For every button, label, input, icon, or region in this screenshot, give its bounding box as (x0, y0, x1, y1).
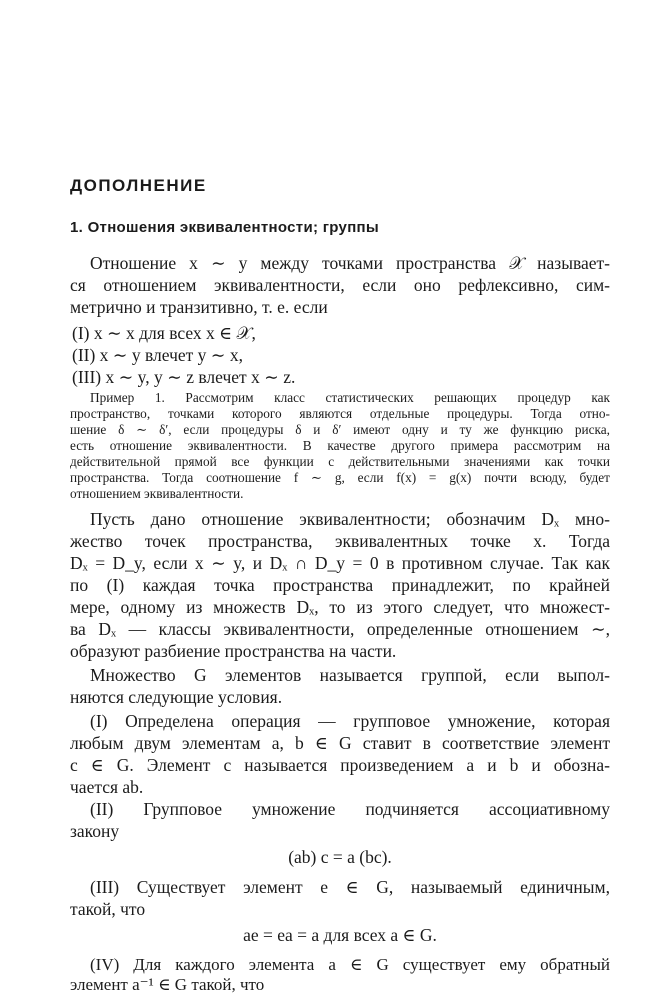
paragraph-line: ва Dₓ — классы эквивалентности, определенные отношением ∼, (70, 619, 610, 639)
group-axiom-line: c ∈ G. Элемент c называется произведением a и b и обозна- (70, 755, 610, 775)
paragraph-line: Пусть дано отношение эквивалентности; обозначим Dₓ мно- (90, 509, 610, 529)
example-line: отношением эквивалентности. (70, 486, 244, 501)
unit-equation: ae = ea = a для всех a ∈ G. (243, 925, 437, 945)
group-axiom-line: любым двум элементам a, b ∈ G ставит в соответствие элемент (70, 733, 610, 753)
paragraph-line: ся отношением эквивалентности, если оно рефлексивно, сим- (70, 275, 610, 295)
section-title: 1. Отношения эквивалентности; группы (70, 219, 380, 236)
paragraph-line: мере, одному из множеств Dₓ, то из этого следует, что множест- (70, 597, 610, 617)
paragraph-line: метрично и транзитивно, т. е. если (70, 297, 328, 317)
paragraph-line: жество точек пространства, эквивалентных точке x. Тогда (70, 531, 610, 551)
group-axiom-line: (III) Существует элемент e ∈ G, называемый единичным, (90, 877, 610, 897)
group-axiom-line: (I) Определена операция — групповое умножение, которая (90, 711, 610, 731)
example-line: Пример 1. Рассмотрим класс статистических решающих процедур как (90, 390, 610, 405)
group-axiom-line: (II) Групповое умножение подчиняется ассоциативному (90, 799, 610, 819)
example-line: действительной прямой все функции с действительными значениями как точки (70, 454, 610, 469)
group-axiom-line: элемент a⁻¹ ∈ G такой, что (70, 975, 265, 994)
example-line: есть отношение эквивалентности. В качестве другого примера рассмотрим на (70, 438, 610, 453)
chapter-title: ДОПОЛНЕНИЕ (70, 176, 207, 195)
paragraph-line: няются следующие условия. (70, 687, 283, 707)
group-axiom-line: закону (70, 821, 120, 841)
group-axiom-line: (IV) Для каждого элемента a ∈ G существует ему обратный (90, 955, 610, 974)
paragraph-line: образуют разбиение пространства на части. (70, 641, 397, 661)
condition-item: (II) x ∼ y влечет y ∼ x, (72, 345, 243, 365)
condition-item: (I) x ∼ x для всех x ∈ 𝒳, (72, 323, 256, 343)
paragraph-line: по (I) каждая точка пространства принадлежит, по крайней (70, 575, 610, 595)
example-line: шение δ ∼ δ′, если процедуры δ и δ′ имеют одну и ту же функцию риска, (70, 422, 610, 437)
paragraph-line: Dₓ = D_y, если x ∼ y, и Dₓ ∩ D_y = 0 в противном случае. Так как (70, 553, 610, 573)
example-line: пространство, точками которого являются отдельные процедуры. Тогда отно- (70, 406, 610, 421)
group-axiom-line: чается ab. (70, 777, 144, 797)
paragraph-line: Множество G элементов называется группой, если выпол- (90, 665, 610, 685)
associativity-equation: (ab) c = a (bc). (288, 847, 392, 867)
group-axiom-line: такой, что (70, 899, 146, 919)
paragraph-line: Отношение x ∼ y между точками пространства 𝒳 называет- (90, 253, 610, 273)
condition-item: (III) x ∼ y, y ∼ z влечет x ∼ z. (72, 367, 296, 387)
example-line: пространства. Тогда соотношение f ∼ g, если f(x) = g(x) почти всюду, будет (70, 470, 610, 485)
